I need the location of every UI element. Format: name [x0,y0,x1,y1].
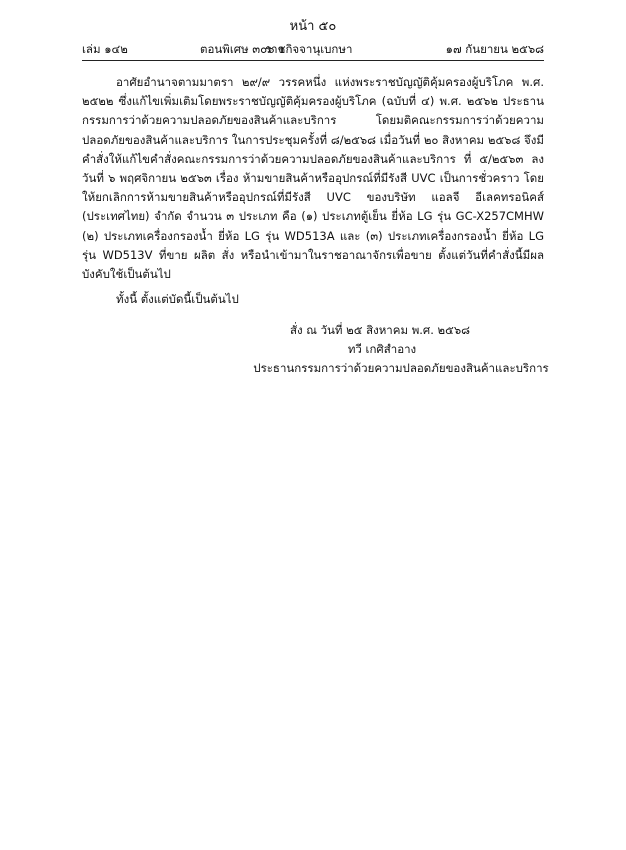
signature-date: สั่ง ณ วันที่ ๒๕ สิงหาคม พ.ศ. ๒๕๖๘ [289,323,470,337]
closing-line: ทั้งนี้ ตั้งแต่บัดนี้เป็นต้นไป [116,292,239,306]
header-gazette-name: ราชกิจจานุเบกษา [265,42,353,56]
page-number: หน้า ๕๐ [289,19,337,34]
header-date: ๑๗ กันยายน ๒๕๖๘ [445,42,544,56]
signatory-title: ประธานกรรมการว่าด้วยความปลอดภัยของสินค้าและบริการ [253,361,549,376]
header-volume: เล่ม ๑๔๒ [82,42,128,56]
header-issue: ตอนพิเศษ ๓๐๖ ง [200,42,284,56]
document-body [82,73,544,284]
signatory-name: ทวี เกศิสำอาง [347,342,417,357]
gazette-header [82,41,544,59]
order-paragraph: อาศัยอำนาจตามมาตรา ๒๙/๙ วรรคหนึ่ง แห่งพระราชบัญญัติคุ้มครองผู้บริโภค พ.ศ. ๒๕๒๒ ซึ่งแก้ไขเพิ่มเติมโดยพระราชบัญญัติคุ้มครองผู้บริโภค (ฉบับที่ ๔) พ.ศ. ๒๕๖๒ ประธานกรรมการว่าด้วยความปลอดภัยของสินค้าและบริการ โดยมติคณะกรรมการว่าด้วยความปลอดภัยของสินค้าและบริการ ในการประชุมครั้งที่ ๘/๒๕๖๘ เมื่อวันที่ ๒๐ สิงหาคม ๒๕๖๘ จึงมีคำสั่งให้แก้ไขคำสั่งคณะกรรมการว่าด้วยความปลอดภัยของสินค้าและบริการ ที่ ๕/๒๕๖๓ ลงวันที่ ๖ พฤศจิกายน ๒๕๖๓ เรื่อง ห้ามขายสินค้าหรืออุปกรณ์ที่มีรังสี UVC เป็นการชั่วคราว โดยให้ยกเลิกการห้ามขายสินค้าหรืออุปกรณ์ที่มีรังสี UVC ของบริษัท แอลจี อีเลคทรอนิคส์ (ประเทศไทย) จำกัด จำนวน ๓ ประเภท คือ (๑) ประเภทตู้เย็น ยี่ห้อ LG รุ่น GC-X257CMHW (๒) ประเภทเครื่องกรองน้ำ ยี่ห้อ LG รุ่น WD513A และ (๓) ประเภทเครื่องกรองน้ำ ยี่ห้อ LG รุ่น WD513V ที่ขาย ผลิต สั่ง หรือนำเข้ามาในราชอาณาจักรเพื่อขาย ตั้งแต่วันที่คำสั่งนี้มีผลบังคับใช้เป็นต้นไป [82,75,544,282]
header-divider [82,60,544,61]
signature-block [232,321,552,379]
